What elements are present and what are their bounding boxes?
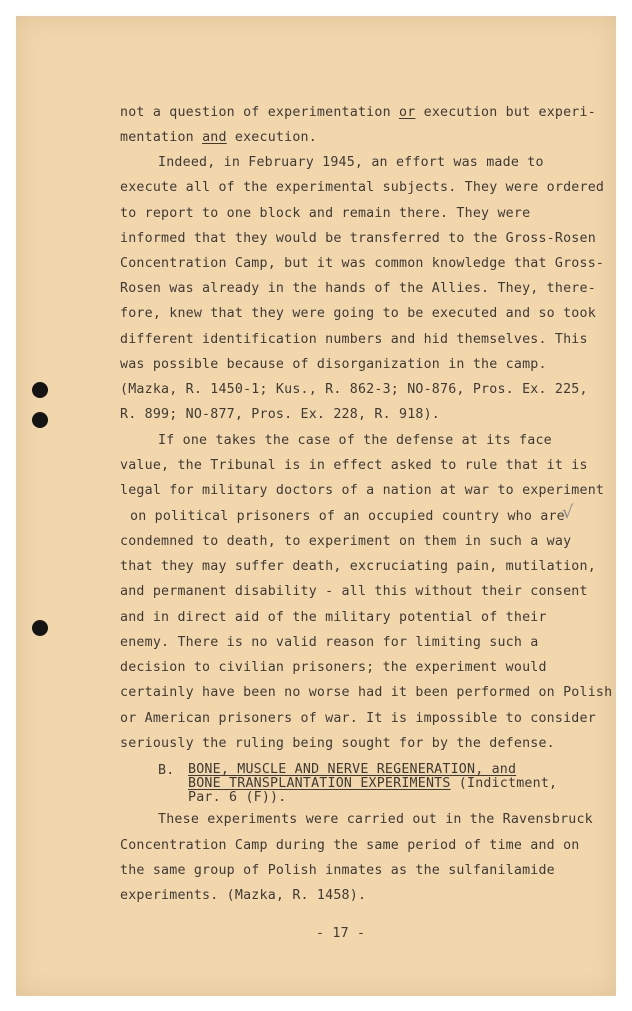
text-line: These experiments were carried out in the Ravensbruck	[158, 812, 593, 827]
text-line: was possible because of disorganization in the camp.	[120, 357, 547, 372]
text-line: and in direct aid of the military potential of their	[120, 610, 547, 625]
text-line: Concentration Camp during the same period of time and on	[120, 838, 580, 853]
text-line: to report to one block and remain there. They were	[120, 206, 531, 221]
text-line: Indeed, in February 1945, an effort was made to	[158, 155, 544, 170]
text-line: enemy. There is no valid reason for limiting such a	[120, 635, 539, 650]
text-line: on political prisoners of an occupied country who are	[130, 509, 565, 524]
text-line: R. 899; NO-877, Pros. Ex. 228, R. 918).	[120, 407, 441, 422]
text-line: If one takes the case of the defense at its face	[158, 433, 552, 448]
text-line: condemned to death, to experiment on them in such a way	[120, 534, 572, 549]
text-line: or American prisoners of war. It is impossible to consider	[120, 711, 596, 726]
heading-line3: Par. 6 (F)).	[188, 790, 287, 805]
text-line: (Mazka, R. 1450-1; Kus., R. 862-3; NO-876, Pros. Ex. 225,	[120, 382, 588, 397]
punch-hole	[32, 382, 48, 398]
text-line: mentation and execution.	[120, 130, 317, 145]
text-line: legal for military doctors of a nation at war to experiment	[120, 483, 605, 498]
text-line: informed that they would be transferred to the Gross-Rosen	[120, 231, 596, 246]
page-number: - 17 -	[316, 926, 366, 941]
underlined-word: and	[202, 130, 227, 145]
text-line: and permanent disability - all this without their consent	[120, 584, 588, 599]
heading-suffix: (Indictment,	[450, 776, 558, 791]
heading-title-line2: BONE TRANSPLANTATION EXPERIMENTS	[188, 776, 451, 791]
text-line: execute all of the experimental subjects. They were ordered	[120, 180, 605, 195]
text-line: not a question of experimentation or execution but experi-	[120, 105, 596, 120]
text-line: decision to civilian prisoners; the experiment would	[120, 660, 547, 675]
text-line: experiments. (Mazka, R. 1458).	[120, 888, 367, 903]
section-letter: B.	[158, 763, 175, 778]
text-line: that they may suffer death, excruciating pain, mutilation,	[120, 559, 596, 574]
text-line: certainly have been no worse had it been performed on Polish	[120, 685, 613, 700]
underlined-word: or	[398, 105, 416, 120]
text-line: different identification numbers and hid themselves. This	[120, 332, 588, 347]
punch-hole	[32, 620, 48, 636]
section-heading	[188, 763, 557, 805]
text-line: Rosen was already in the hands of the Allies. They, there-	[120, 281, 596, 296]
text-line: Concentration Camp, but it was common knowledge that Gross-	[120, 256, 605, 271]
text-line: fore, knew that they were going to be executed and so took	[120, 306, 596, 321]
punch-hole	[32, 412, 48, 428]
text-line: seriously the ruling being sought for by the defense.	[120, 736, 555, 751]
heading-title-line1: BONE, MUSCLE AND NERVE REGENERATION, and	[188, 762, 517, 777]
text-line: the same group of Polish inmates as the sulfanilamide	[120, 863, 555, 878]
check-mark: √	[562, 502, 574, 523]
text-line: value, the Tribunal is in effect asked to rule that it is	[120, 458, 588, 473]
